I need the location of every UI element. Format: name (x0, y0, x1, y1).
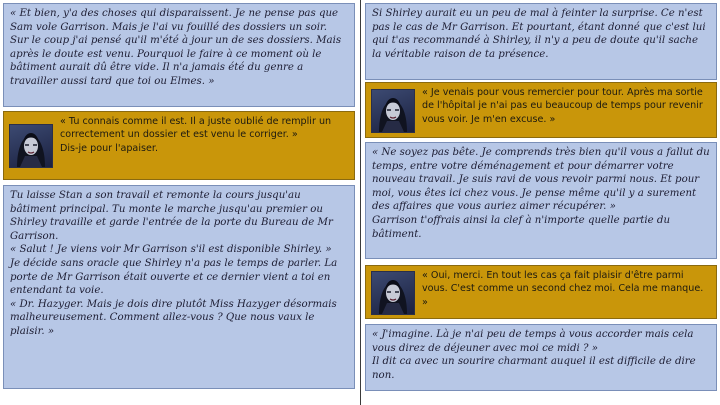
column-divider (360, 0, 361, 405)
character-portrait-icon (371, 89, 415, 133)
right-column (365, 0, 717, 405)
narration-text: « Ne soyez pas bête. Je comprends très bien qu'il vous a fallut du temps, entre votre déménagement et pour démarrer votre nouveau travail. Je suis ravi de vous revoir parmi nous. Et pour moi, vous êtes ici chez vous. Je pense même qu'il y a surement des affaires que vous auriez aimer récupérer. » Garrison t'offrais ainsi la clef à n'importe quelle partie du bâtiment. (372, 147, 710, 240)
narration-text: « Et bien, y'a des choses qui disparaissent. Je ne pense pas que Sam vole Garrison. Mais je l'ai vu fouillé des dossiers un soir. Sur le coup j'ai pensé qu'il m'été à jour un de ses dossiers. Mais après le doute est venu. Pourquoi le faire à ce moment où le bâtiment aurait dû être vide. Il n'a jamais été du genre a travailler aussi tard que toi ou Elmes. » (10, 8, 342, 87)
dialogue-box (365, 82, 717, 138)
narration-box (3, 3, 355, 107)
dialogue-text: « Tu connais comme il est. Il a juste oublié de remplir un correctement un dossier et est venu le corriger. » Dis-je pour l'apaiser. (60, 116, 332, 154)
narration-box (365, 142, 717, 259)
dialogue-text: « Je venais pour vous remercier pour tour. Après ma sortie de l'hôpital je n'ai pas eu beaucoup de temps pour revenir vous voir. Je m'en excuse. » (422, 87, 703, 125)
dialogue-box (365, 265, 717, 319)
dialogue-box (3, 111, 355, 180)
left-column (3, 0, 355, 405)
dialogue-text: « Oui, merci. En tout les cas ça fait plaisir d'être parmi vous. C'est comme un second chez moi. Cela me manque. » (422, 270, 704, 308)
narration-box (365, 324, 717, 391)
narration-text: « J'imagine. Là je n'ai peu de temps à vous accorder mais cela vous direz de déjeuner avec moi ce midi ? » Il dit ca avec un sourire charmant auquel il est difficile de dire non. (372, 329, 696, 381)
narration-box (365, 3, 717, 80)
character-portrait-icon (371, 271, 415, 315)
narration-box (3, 185, 355, 389)
character-portrait-icon (9, 124, 53, 168)
narration-text: Tu laisse Stan a son travail et remonte la cours jusqu'au bâtiment principal. Tu monte le marche jusqu'au premier ou Shirley travaille et garde l'entrée de la porte du Bureau de Mr Garrison. « Salut ! Je viens voir Mr Garrison s'il est disponible Shirley. » Je décide sans oracle que Shirley n'a pas le temps de parler. La porte de Mr Garrison était ouverte et ce dernier vient a toi en entendant ta voie. « Dr. Hazyger. Mais je dois dire plutôt Miss Hazyger désormais malheureusement. Comment allez-vous ? Que nous vaux le plaisir. » (10, 190, 338, 337)
narration-text: Si Shirley aurait eu un peu de mal à feinter la surprise. Ce n'est pas le cas de Mr Garrison. Et pourtant, étant donné que c'est lui qui t'as recommandé à Shirley, il n'y a peu de doute qu'il sache la véritable raison de ta présence. (372, 8, 706, 60)
